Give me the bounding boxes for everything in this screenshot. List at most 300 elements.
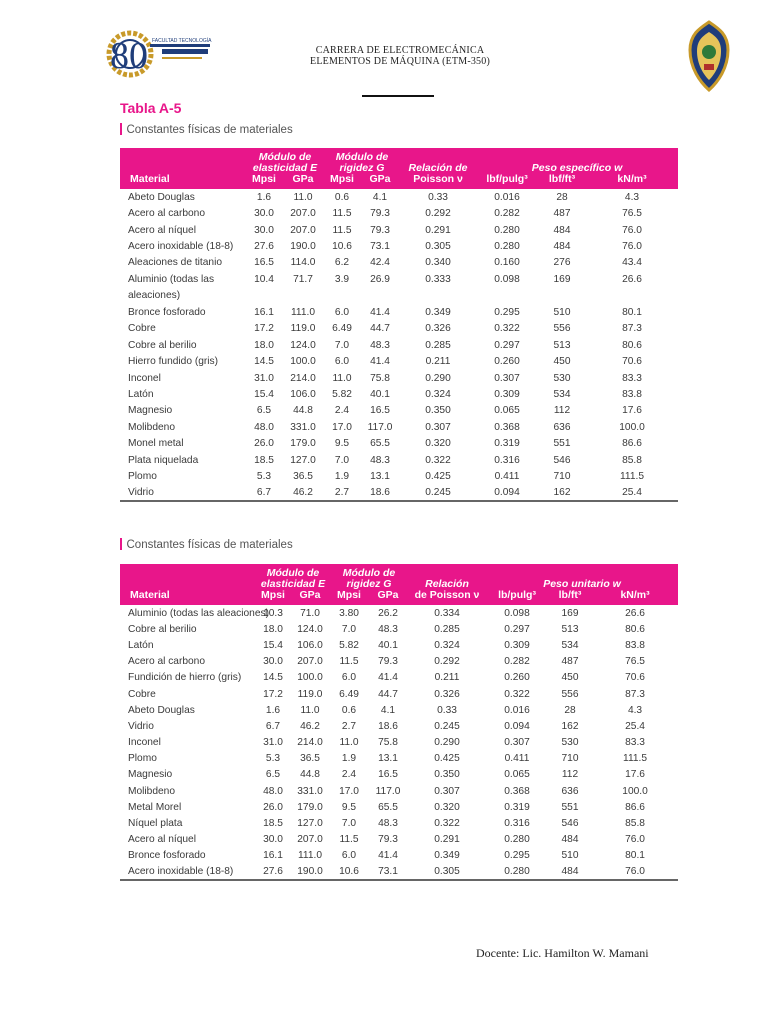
cell-value: 0.290	[434, 737, 460, 749]
cell-value: 214.0	[290, 372, 316, 384]
cell-value: 83.3	[625, 737, 645, 749]
cell-material: Aleaciones de titanio	[128, 257, 223, 269]
cell-value: 0.292	[425, 208, 451, 220]
cell-value: 0.350	[425, 405, 451, 417]
cell-value: 0.324	[425, 388, 451, 400]
cell-value: 117.0	[375, 785, 401, 797]
cell-material: Vidrio	[120, 485, 246, 501]
cell-value: 46.2	[300, 720, 320, 732]
cell-material: Cobre	[128, 688, 156, 700]
cell-material: Acero al carbono	[128, 208, 206, 220]
cell-value: 44.8	[293, 405, 313, 417]
cell-value: 0.326	[434, 688, 460, 700]
cell-value: 18.5	[254, 454, 274, 466]
cell-value: 111.5	[620, 471, 644, 483]
cell-value: 0.6	[334, 191, 350, 203]
cell-value: 112	[553, 405, 571, 417]
cell-value: 79.3	[370, 208, 390, 220]
cell-value: 190.0	[290, 241, 316, 253]
cell-value: 0.305	[425, 241, 451, 253]
cell-value: 18.5	[263, 818, 283, 830]
cell-value: 1.9	[334, 471, 350, 483]
cell-value: 41.4	[370, 356, 390, 368]
cell-value: 2.4	[334, 405, 350, 417]
header-poisson-1: Relación	[408, 564, 486, 590]
table-row	[120, 605, 678, 621]
cell-value: 14.5	[254, 356, 274, 368]
cell-value: 513	[553, 339, 571, 351]
cell-value: 190.0	[290, 864, 330, 880]
cell-material: Abeto Douglas	[128, 704, 195, 716]
cell-material: Latón	[128, 639, 154, 651]
cell-value: 76.5	[625, 656, 645, 668]
cell-value: 80.6	[622, 339, 642, 351]
cell-value: 0.324	[434, 639, 460, 651]
table-row	[120, 485, 678, 501]
cell-value: 0.245	[400, 485, 476, 501]
cell-value: 331.0	[290, 421, 316, 433]
header-career: CARRERA DE ELECTROMECÁNICA	[315, 45, 485, 56]
header-mpsi: Mpsi	[256, 590, 290, 605]
header-gpa: GPa	[282, 174, 324, 189]
cell-value: 11.0	[293, 191, 313, 203]
header-material: Material	[120, 590, 256, 605]
header-mpsi: Mpsi	[246, 174, 282, 189]
header-modulus-g: Módulo de rigidez G	[324, 148, 400, 174]
cell-material: Hierro fundido (gris)	[128, 356, 219, 368]
header-lb-in3: lb/pulg³	[486, 590, 548, 605]
cell-value: 10.3	[263, 607, 283, 619]
table-row	[120, 436, 678, 452]
cell-material: Acero al níquel	[128, 224, 196, 236]
cell-material: Aluminio (todas las aleaciones)	[128, 607, 269, 619]
cell-value: 26.0	[263, 801, 283, 813]
cell-value: 551	[561, 801, 579, 813]
cell-value: 73.1	[368, 864, 408, 880]
cell-value: 0.425	[434, 753, 460, 765]
cell-value: 80.6	[625, 623, 645, 635]
cell-value: 6.0	[334, 356, 350, 368]
cell-value: 7.0	[334, 339, 350, 351]
table-row	[120, 848, 678, 864]
cell-value: 546	[553, 454, 571, 466]
cell-value: 80.1	[625, 850, 645, 862]
table-row	[120, 654, 678, 670]
cell-value: 43.4	[622, 257, 642, 269]
cell-material: Magnesio	[128, 769, 173, 781]
cell-value: 17.2	[263, 688, 283, 700]
cell-material: Acero inoxidable (18-8)	[120, 864, 256, 880]
cell-value: 0.411	[504, 753, 530, 765]
cell-value: 6.0	[341, 850, 357, 862]
cell-value: 114.0	[290, 257, 316, 269]
cell-value: 9.5	[334, 438, 350, 450]
table-row	[120, 815, 678, 831]
cell-value: 0.282	[494, 208, 520, 220]
cell-value: 48.0	[254, 421, 274, 433]
page-header	[0, 20, 768, 100]
cell-value: 83.8	[622, 388, 642, 400]
cell-value: 0.340	[425, 257, 451, 269]
cell-value	[400, 288, 476, 304]
cell-value: 0.326	[425, 323, 451, 335]
cell-value: 18.0	[263, 623, 283, 635]
cell-value: 0.368	[504, 785, 530, 797]
cell-value: 6.5	[256, 405, 272, 417]
cell-value: 11.5	[332, 224, 352, 236]
cell-value: 26.6	[622, 273, 642, 285]
cell-value	[282, 288, 324, 304]
cell-value: 0.098	[504, 607, 530, 619]
cell-value: 4.3	[627, 704, 643, 716]
cell-value: 117.0	[367, 421, 393, 433]
table-row	[120, 370, 678, 386]
cell-value: 106.0	[290, 388, 316, 400]
cell-material: Metal Morel	[128, 801, 182, 813]
cell-value: 46.2	[282, 485, 324, 501]
cell-value: 0.349	[425, 306, 451, 318]
header-modulus-e: Módulo de elasticidad E	[256, 564, 330, 590]
cell-value: 0.33	[437, 704, 457, 716]
cell-value: 0.295	[494, 306, 520, 318]
cell-value: 106.0	[297, 639, 323, 651]
cell-value: 11.0	[300, 704, 320, 716]
table-row	[120, 832, 678, 848]
table-row	[120, 751, 678, 767]
cell-value: 4.1	[380, 704, 396, 716]
cell-value: 76.5	[622, 208, 642, 220]
header-material: Material	[120, 174, 246, 189]
cell-value: 112	[561, 769, 579, 781]
cell-material: Bronce fosforado	[128, 306, 206, 318]
cell-value: 48.3	[370, 339, 390, 351]
cell-value: 484	[553, 224, 571, 236]
cell-value: 14.5	[263, 672, 283, 684]
cell-value: 124.0	[297, 623, 323, 635]
cell-value: 48.3	[378, 623, 398, 635]
cell-value: 0.320	[425, 438, 451, 450]
cell-value: 551	[553, 438, 571, 450]
table-row	[120, 799, 678, 815]
faculty-anniversary-logo	[104, 28, 214, 88]
cell-value: 0.309	[504, 639, 530, 651]
cell-value: 13.1	[378, 753, 398, 765]
cell-value: 710	[561, 753, 579, 765]
cell-value: 11.5	[332, 208, 352, 220]
table-row	[120, 321, 678, 337]
cell-value: 0.094	[476, 485, 538, 501]
cell-value	[246, 288, 282, 304]
table-row	[120, 864, 678, 880]
cell-value: 530	[561, 737, 579, 749]
cell-value: 0.282	[504, 656, 530, 668]
cell-value: 5.3	[256, 471, 272, 483]
cell-value: 0.245	[434, 720, 460, 732]
cell-value: 7.0	[334, 454, 350, 466]
cell-value: 0.094	[504, 720, 530, 732]
materials-table-1	[120, 148, 678, 502]
header-poisson-2: Poisson ν	[400, 174, 476, 189]
table-row	[120, 255, 678, 271]
cell-value: 48.3	[370, 454, 390, 466]
header-kn-m3: kN/m³	[586, 174, 678, 189]
cell-value: 28	[556, 191, 568, 203]
cell-value	[538, 288, 586, 304]
cell-value: 65.5	[370, 438, 390, 450]
cell-value: 36.5	[300, 753, 320, 765]
cell-value: 0.280	[504, 834, 530, 846]
cell-value: 0.425	[425, 471, 451, 483]
cell-value: 30.0	[263, 834, 283, 846]
cell-value: 0.260	[494, 356, 520, 368]
cell-value	[476, 288, 538, 304]
table2-subtitle	[120, 538, 293, 551]
cell-value: 0.292	[434, 656, 460, 668]
cell-value: 636	[553, 421, 571, 433]
cell-value: 0.411	[494, 471, 520, 483]
cell-value: 41.4	[378, 672, 398, 684]
cell-value: 207.0	[290, 208, 316, 220]
cell-value: 41.4	[378, 850, 398, 862]
cell-value: 0.305	[408, 864, 486, 880]
table-row	[120, 304, 678, 320]
cell-value: 16.1	[263, 850, 283, 862]
cell-value: 6.49	[339, 688, 359, 700]
cell-value: 100.0	[619, 421, 645, 433]
cell-value: 0.260	[504, 672, 530, 684]
cell-value: 25.4	[625, 720, 645, 732]
cell-value: 484	[561, 834, 579, 846]
cell-value: 0.016	[504, 704, 530, 716]
cell-value: 0.322	[434, 818, 460, 830]
cell-value: 17.6	[625, 769, 645, 781]
cell-value: 6.2	[334, 257, 350, 269]
footer-docente: Docente: Lic. Hamilton W. Mamani	[476, 946, 649, 960]
table-row	[120, 686, 678, 702]
table-row	[120, 353, 678, 369]
header-blank	[120, 564, 256, 590]
cell-value: 179.0	[290, 438, 316, 450]
header-mpsi-g: Mpsi	[324, 174, 360, 189]
cell-value: 44.8	[300, 769, 320, 781]
table-row	[120, 767, 678, 783]
cell-value: 71.7	[293, 273, 313, 285]
cell-value: 0.307	[425, 421, 451, 433]
table-row	[120, 718, 678, 734]
cell-value: 16.5	[378, 769, 398, 781]
cell-value: 2.7	[341, 720, 357, 732]
cell-value: 0.319	[504, 801, 530, 813]
cell-value: 76.0	[625, 834, 645, 846]
header-specific-weight: Peso específico w	[476, 148, 678, 174]
cell-value: 636	[561, 785, 579, 797]
header-gpa: GPa	[290, 590, 330, 605]
cell-value: 510	[553, 306, 571, 318]
cell-value: 40.1	[378, 639, 398, 651]
cell-value: 44.7	[378, 688, 398, 700]
cell-material: Aluminio (todas las	[128, 273, 215, 285]
cell-value: 100.0	[290, 356, 316, 368]
cell-value: 6.0	[341, 672, 357, 684]
cell-value: 0.334	[434, 607, 460, 619]
cell-value: 207.0	[297, 656, 323, 668]
cell-value: 0.285	[425, 339, 451, 351]
cell-material: Acero al carbono	[128, 656, 206, 668]
cell-value: 0.322	[504, 688, 530, 700]
header-poisson-1: Relación de	[400, 148, 476, 174]
cell-material: Plata niquelada	[128, 454, 199, 466]
cell-value: 80.1	[622, 306, 642, 318]
cell-material: Plomo	[128, 471, 157, 483]
table-row	[120, 337, 678, 353]
table1-subtitle-text: Constantes físicas de materiales	[126, 124, 293, 136]
table-row	[120, 670, 678, 686]
cell-value: 26.6	[625, 607, 645, 619]
cell-value: 0.322	[425, 454, 451, 466]
cell-value: 41.4	[370, 306, 390, 318]
cell-value: 83.3	[622, 372, 642, 384]
cell-value: 6.7	[265, 720, 281, 732]
cell-material: Latón	[128, 388, 154, 400]
header-blank	[120, 148, 246, 174]
table-row	[120, 468, 678, 484]
cell-value: 162	[538, 485, 586, 501]
cell-value: 127.0	[290, 454, 316, 466]
table-row	[120, 205, 678, 221]
cell-material: Vidrio	[128, 720, 154, 732]
cell-value: 534	[561, 639, 579, 651]
cell-value: 0.291	[434, 834, 460, 846]
cell-value: 70.6	[625, 672, 645, 684]
cell-value: 76.0	[622, 224, 642, 236]
cell-value: 111.5	[623, 753, 648, 765]
header-gpa-g: GPa	[368, 590, 408, 605]
cell-value: 42.4	[370, 257, 390, 269]
table-title: Tabla A-5	[120, 100, 182, 116]
header-divider	[362, 95, 434, 97]
cell-value: 207.0	[297, 834, 323, 846]
table-row	[120, 238, 678, 254]
cell-value: 0.309	[494, 388, 520, 400]
table-row	[120, 386, 678, 402]
cell-value	[360, 288, 400, 304]
cell-value: 40.1	[370, 388, 390, 400]
cell-value: 0.285	[434, 623, 460, 635]
cell-value: 513	[561, 623, 579, 635]
cell-value: 0.333	[425, 273, 451, 285]
cell-value: 111.0	[291, 306, 315, 318]
cell-material: Plomo	[128, 753, 157, 765]
cell-value: 6.0	[334, 306, 350, 318]
cell-value: 530	[553, 372, 571, 384]
cell-value: 10.4	[254, 273, 274, 285]
cell-value: 1.9	[341, 753, 357, 765]
cell-value: 2.4	[341, 769, 357, 781]
header-modulus-g: Módulo de rigidez G	[330, 564, 408, 590]
cell-material: Molibdeno	[128, 421, 176, 433]
cell-value: 450	[553, 356, 571, 368]
cell-value: 9.5	[341, 801, 357, 813]
cell-value: 28	[564, 704, 576, 716]
cell-material: Fundición de hierro (gris)	[128, 672, 242, 684]
cell-value: 17.0	[339, 785, 359, 797]
cell-value: 71.0	[300, 607, 320, 619]
logo-number: 80	[110, 35, 148, 77]
cell-value: 276	[553, 257, 571, 269]
table-row	[120, 637, 678, 653]
header-lbf-in3: lbf/pulg³	[476, 174, 538, 189]
cell-value: 0.322	[494, 323, 520, 335]
cell-value: 27.6	[254, 241, 274, 253]
table-row	[120, 621, 678, 637]
cell-value: 85.8	[622, 454, 642, 466]
table-row	[120, 189, 678, 205]
cell-value: 0.280	[494, 224, 520, 236]
cell-value: 0.160	[494, 257, 520, 269]
table-row	[120, 403, 678, 419]
cell-value: 0.350	[434, 769, 460, 781]
cell-value: 0.307	[494, 372, 520, 384]
cell-material: Inconel	[128, 372, 161, 384]
table-row	[120, 419, 678, 435]
cell-value: 484	[553, 241, 571, 253]
table-row	[120, 783, 678, 799]
cell-value: 169	[561, 607, 579, 619]
cell-value: 11.0	[332, 372, 352, 384]
cell-value: 0.211	[425, 356, 451, 368]
cell-value: 0.316	[494, 454, 520, 466]
cell-value: 27.6	[256, 864, 290, 880]
cell-value: 0.316	[504, 818, 530, 830]
cell-value: 83.8	[625, 639, 645, 651]
cell-value: 207.0	[290, 224, 316, 236]
cell-value: 0.295	[504, 850, 530, 862]
cell-value: 487	[561, 656, 579, 668]
university-shield-icon	[684, 20, 734, 92]
cell-value: 5.3	[265, 753, 281, 765]
cell-value: 6.5	[265, 769, 281, 781]
cell-value: 169	[553, 273, 571, 285]
cell-value: 1.6	[265, 704, 281, 716]
cell-value: 65.5	[378, 801, 398, 813]
cell-value: 534	[553, 388, 571, 400]
cell-value: 3.9	[334, 273, 350, 285]
cell-value: 5.82	[339, 639, 359, 651]
cell-value: 11.0	[339, 737, 359, 749]
header-poisson-2: de Poisson ν	[408, 590, 486, 605]
cell-value: 18.6	[360, 485, 400, 501]
cell-material: Acero al níquel	[128, 834, 196, 846]
table-row	[120, 271, 678, 287]
cell-value: 0.307	[504, 737, 530, 749]
cell-value	[324, 288, 360, 304]
cell-value: 85.8	[625, 818, 645, 830]
cell-value: 100.0	[297, 672, 323, 684]
cell-value: 76.0	[592, 864, 678, 880]
cell-value: 87.3	[625, 688, 645, 700]
header-lbf-ft3: lbf/ft³	[538, 174, 586, 189]
header-kn-m3: kN/m³	[592, 590, 678, 605]
cell-material: Cobre al berilio	[128, 623, 197, 635]
cell-value: 10.6	[330, 864, 368, 880]
cell-value: 484	[548, 864, 592, 880]
cell-value: 70.6	[622, 356, 642, 368]
cell-value: 76.0	[622, 241, 642, 253]
cell-value: 710	[553, 471, 571, 483]
cell-value: 16.5	[254, 257, 274, 269]
cell-value: 0.368	[494, 421, 520, 433]
cell-value: 86.6	[625, 801, 645, 813]
